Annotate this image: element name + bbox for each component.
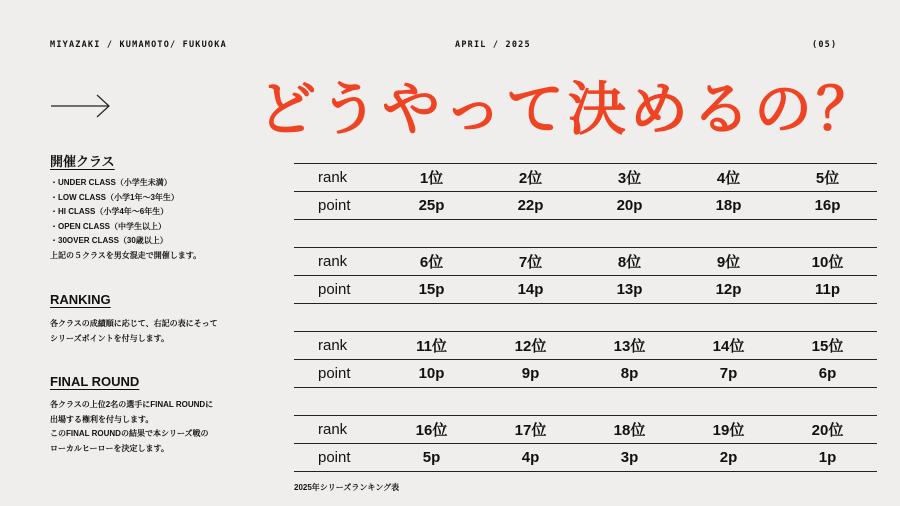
rank-cell: 4位: [679, 164, 778, 192]
point-cell: 11p: [778, 276, 877, 304]
rank-cell: 1位: [382, 164, 481, 192]
point-cell: 18p: [679, 192, 778, 220]
rank-cell: 12位: [481, 332, 580, 360]
rank-cell: 18位: [580, 416, 679, 444]
classes-heading: 開催クラス: [50, 154, 115, 169]
point-row: [294, 192, 877, 220]
header-locations: MIYAZAKI / KUMAMOTO/ FUKUOKA: [50, 40, 227, 50]
rank-label: rank: [294, 332, 382, 360]
point-label: point: [294, 192, 382, 220]
rank-cell: 15位: [778, 332, 877, 360]
final-line: 出場する権利を付与します。: [50, 414, 154, 424]
table-spacer: [294, 220, 877, 248]
final-line: ローカルヒーローを決定します。: [50, 443, 169, 453]
final-round-heading: FINAL ROUND: [50, 374, 140, 389]
table-caption: 2025年シリーズランキング表: [294, 483, 400, 492]
page-number: (05): [812, 40, 838, 50]
rank-cell: 17位: [481, 416, 580, 444]
rank-cell: 6位: [382, 248, 481, 276]
point-cell: 5p: [382, 444, 481, 472]
ranking-line: 各クラスの成績順に応じて、右記の表にそって: [50, 319, 218, 328]
rank-cell: 10位: [778, 248, 877, 276]
point-cell: 7p: [679, 360, 778, 388]
class-item: ・30OVER CLASS（30歳以上）: [50, 236, 168, 245]
rank-label: rank: [294, 416, 382, 444]
class-item: ・UNDER CLASS（小学生未満）: [50, 178, 172, 187]
rank-cell: 8位: [580, 248, 679, 276]
point-cell: 4p: [481, 444, 580, 472]
point-cell: 20p: [580, 192, 679, 220]
rank-cell: 14位: [679, 332, 778, 360]
point-cell: 2p: [679, 444, 778, 472]
table-spacer: [294, 304, 877, 332]
final-line: このFINAL ROUNDの結果で本シリーズ戦の: [50, 429, 209, 438]
class-item: ・HI CLASS（小学4年〜6年生）: [50, 207, 169, 216]
point-cell: 12p: [679, 276, 778, 304]
point-cell: 22p: [481, 192, 580, 220]
ranking-description: [50, 317, 218, 346]
point-label: point: [294, 276, 382, 304]
arrow-right-icon: [50, 94, 112, 118]
point-cell: 14p: [481, 276, 580, 304]
ranking-heading: RANKING: [50, 292, 111, 307]
point-row: [294, 360, 877, 388]
point-cell: 15p: [382, 276, 481, 304]
rank-row: [294, 332, 877, 360]
classes-note: 上記の５クラスを男女混走で開催します。: [50, 250, 202, 260]
point-cell: 6p: [778, 360, 877, 388]
class-item: ・LOW CLASS（小学1年〜3年生）: [50, 192, 179, 202]
point-cell: 25p: [382, 192, 481, 220]
point-cell: 16p: [778, 192, 877, 220]
rank-cell: 2位: [481, 164, 580, 192]
rank-cell: 13位: [580, 332, 679, 360]
rank-label: rank: [294, 164, 382, 192]
point-cell: 1p: [778, 444, 877, 472]
page-title: どうやって決めるの？: [258, 75, 879, 143]
point-row: [294, 444, 877, 472]
point-cell: 9p: [481, 360, 580, 388]
rank-cell: 7位: [481, 248, 580, 276]
class-item: ・OPEN CLASS（中学生以上）: [50, 221, 167, 231]
rank-cell: 16位: [382, 416, 481, 444]
rank-cell: 3位: [580, 164, 679, 192]
rank-row: [294, 416, 877, 444]
ranking-line: シリーズポイントを付与します。: [50, 333, 169, 343]
point-label: point: [294, 444, 382, 472]
rank-label: rank: [294, 248, 382, 276]
rank-cell: 9位: [679, 248, 778, 276]
ranking-points-table: [294, 163, 877, 472]
point-cell: 13p: [580, 276, 679, 304]
rank-cell: 20位: [778, 416, 877, 444]
rank-cell: 5位: [778, 164, 877, 192]
rank-cell: 11位: [382, 332, 481, 360]
final-line: 各クラスの上位2名の選手にFINAL ROUNDに: [50, 400, 214, 409]
point-row: [294, 276, 877, 304]
final-round-description: [50, 398, 213, 456]
rank-row: [294, 164, 877, 192]
point-cell: 10p: [382, 360, 481, 388]
point-label: point: [294, 360, 382, 388]
rank-row: [294, 248, 877, 276]
table-spacer: [294, 388, 877, 416]
rank-cell: 19位: [679, 416, 778, 444]
header-date: APRIL / 2025: [455, 40, 531, 50]
point-cell: 8p: [580, 360, 679, 388]
point-cell: 3p: [580, 444, 679, 472]
classes-list: [50, 176, 201, 263]
